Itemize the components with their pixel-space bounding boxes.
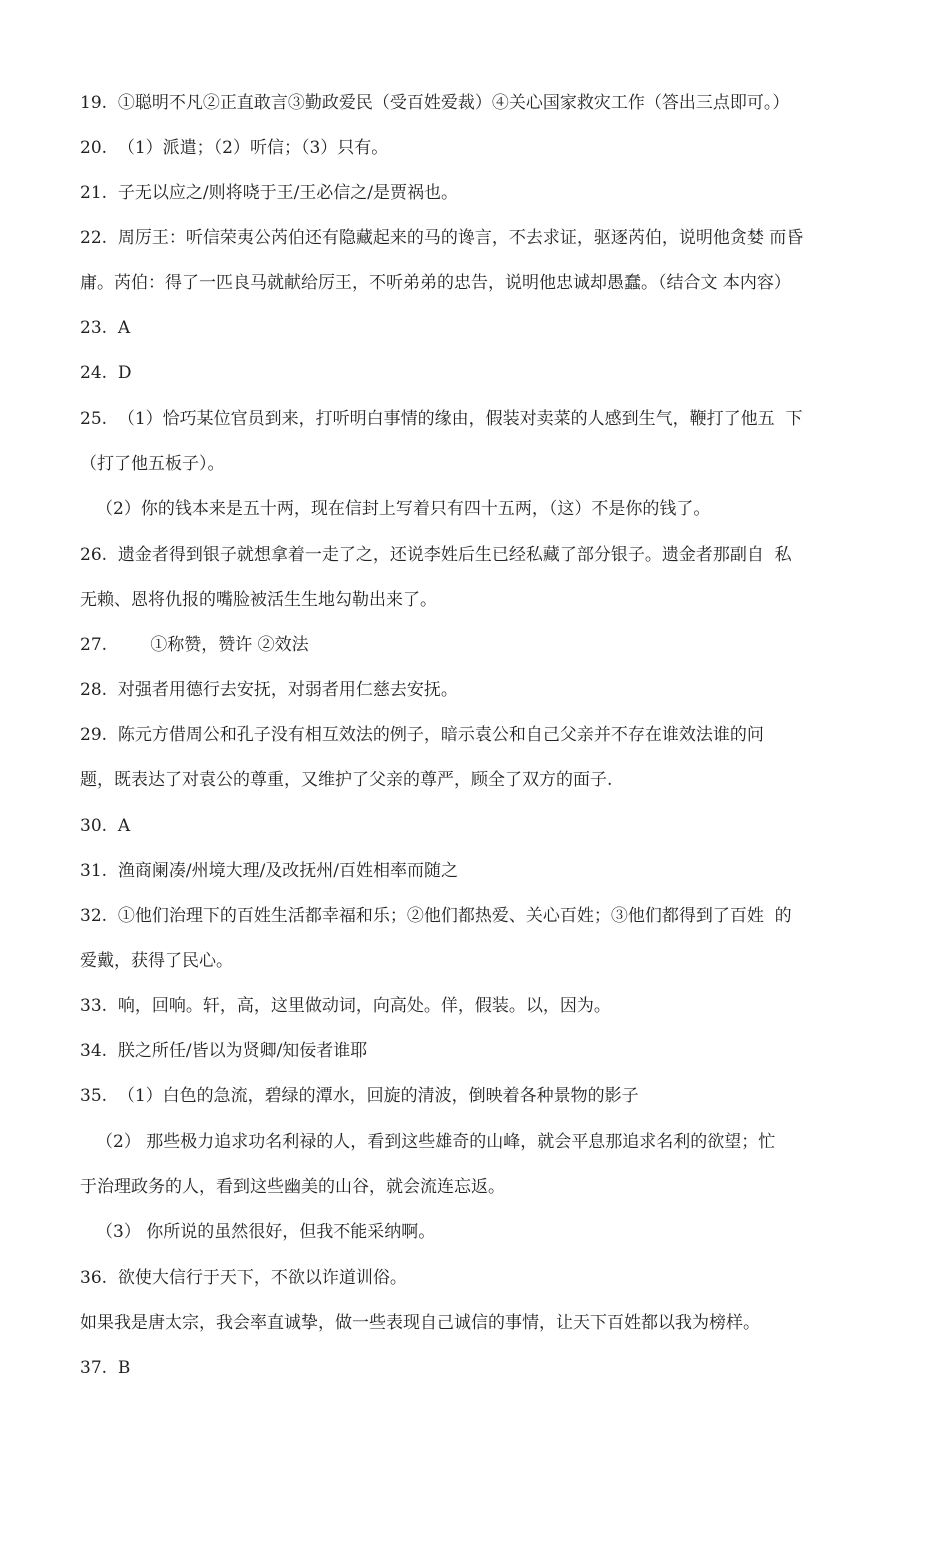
answer-36-line-2: 如果我是唐太宗，我会率直诚挚，做一些表现自己诚信的事情，让天下百姓都以我为榜样。 [80, 1313, 760, 1333]
answer-33: 33. 响，回响。轩，高，这里做动词，向高处。佯，假装。以，因为。 [80, 996, 611, 1016]
answer-26-line-1: 26. 遗金者得到银子就想拿着一走了之，还说李姓后生已经私藏了部分银子。遗金者那副自 私 [80, 545, 792, 565]
answer-29-line-2: 题，既表达了对袁公的尊重，又维护了父亲的尊严，顾全了双方的面子. [80, 770, 613, 790]
answer-35-part-3: （3） 你所说的虽然很好，但我不能采纳啊。 [96, 1222, 436, 1242]
answer-27: 27. ①称赞，赞许 ②效法 [80, 635, 309, 655]
answer-26-line-2: 无赖、恩将仇报的嘴脸被活生生地勾勒出来了。 [80, 590, 437, 610]
answer-25-line-2: （打了他五板子）。 [80, 454, 225, 474]
answer-20: 20. （1）派遣；（2）听信；（3）只有。 [80, 138, 389, 158]
answer-19: 19. ①聪明不凡②正直敢言③勤政爱民（受百姓爱裁）④关心国家救灾工作（答出三点即可。） [80, 93, 790, 113]
answer-37: 37. B [80, 1358, 131, 1378]
answer-35-part-1: 35. （1）白色的急流，碧绿的潭水，回旋的清波，倒映着各种景物的影子 [80, 1086, 639, 1106]
answer-23: 23. A [80, 318, 131, 338]
answer-31: 31. 渔商阑凑/州境大理/及改抚州/百姓相率而随之 [80, 861, 459, 881]
answer-25-line-1: 25. （1）恰巧某位官员到来，打听明白事情的缘由，假装对卖菜的人感到生气，鞭打了他五 下 [80, 409, 803, 429]
answer-34: 34. 朕之所任/皆以为贤卿/知佞者谁耶 [80, 1041, 368, 1061]
answer-32-line-2: 爱戴，获得了民心。 [80, 951, 233, 971]
answer-35-part-2-line-1: （2） 那些极力追求功名利禄的人，看到这些雄奇的山峰，就会平息那追求名利的欲望；忙 [96, 1132, 776, 1152]
answer-36-line-1: 36. 欲使大信行于天下，不欲以诈道训俗。 [80, 1268, 407, 1288]
answer-30: 30. A [80, 816, 131, 836]
answer-21: 21. 子无以应之/则将哓于王/王必信之/是贾祸也。 [80, 183, 459, 203]
answer-35-part-2-line-2: 于治理政务的人，看到这些幽美的山谷，就会流连忘返。 [80, 1177, 505, 1197]
answer-29-line-1: 29. 陈元方借周公和孔子没有相互效法的例子，暗示袁公和自己父亲并不存在谁效法谁的问 [80, 725, 764, 745]
answer-32-line-1: 32. ①他们治理下的百姓生活都幸福和乐；②他们都热爱、关心百姓；③他们都得到了百姓 的 [80, 906, 792, 926]
answer-25-part-2: （2）你的钱本来是五十两，现在信封上写着只有四十五两，（这）不是你的钱了。 [96, 499, 711, 519]
answer-24: 24. D [80, 363, 132, 383]
answer-22-line-2: 庸。芮伯：得了一匹良马就献给厉王，不听弟弟的忠告，说明他忠诚却愚蠢。（结合文 本内容） [80, 273, 791, 293]
answer-22-line-1: 22. 周厉王：听信荣夷公芮伯还有隐藏起来的马的谗言，不去求证，驱逐芮伯，说明他贪婪 而昏 [80, 228, 804, 248]
answer-28: 28. 对强者用德行去安抚，对弱者用仁慈去安抚。 [80, 680, 458, 700]
